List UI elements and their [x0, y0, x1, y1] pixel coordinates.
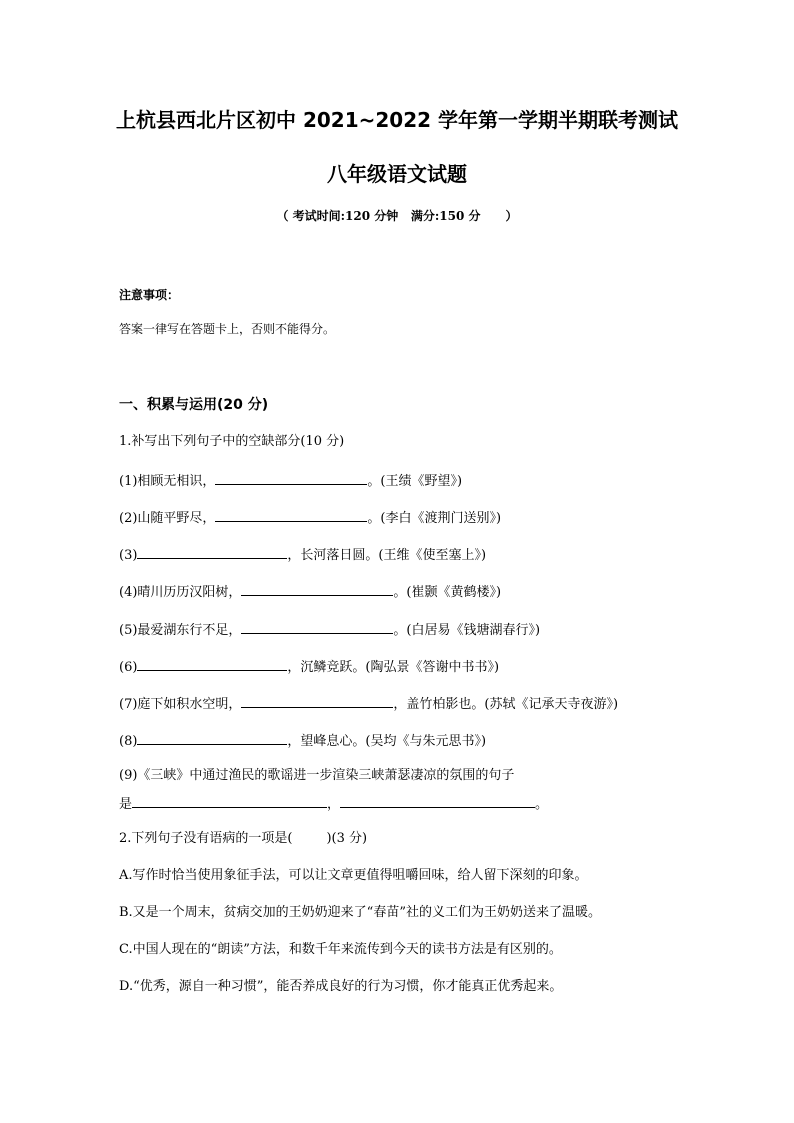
item-text: (6) [119, 660, 138, 675]
item-text: (3) [119, 548, 138, 563]
question-1-item [119, 580, 501, 603]
answer-blank [241, 618, 393, 634]
option-a: A.写作时恰当使用象征手法，可以让文章更值得咀嚼回味，给人留下深刻的印象。 [119, 868, 588, 883]
item-source: 。(李白《渡荆门送别》) [367, 511, 502, 526]
answer-blank [215, 469, 367, 485]
item-text: (8) [119, 734, 138, 749]
item-source: ，望峰息心。(吴均《与朱元思书》) [287, 734, 487, 749]
item-text: (4)晴川历历汉阳树， [119, 585, 242, 600]
item-source: ，沉鳞竞跃。(陶弘景《答谢中书书》) [287, 660, 500, 675]
question-2-stem [119, 829, 367, 849]
item-text: (7)庭下如积水空明， [119, 697, 242, 712]
item-text: 是 [119, 797, 133, 812]
item-text: (1)相顾无相识， [119, 474, 216, 489]
question-1-item [119, 543, 486, 566]
stem-text: 2.下列句子没有语病的一项是( [119, 831, 293, 846]
answer-blank [137, 655, 287, 671]
question-1-item [119, 729, 486, 752]
item-text: (5)最爱湖东行不足， [119, 623, 242, 638]
item-text: (2)山随平野尽， [119, 511, 216, 526]
answer-blank [137, 729, 287, 745]
answer-blank [340, 792, 535, 808]
answer-blank [137, 543, 287, 559]
option-c: C.中国人现在的“朗读”方法，和数千年来流传到今天的读书方法是有区别的。 [119, 942, 562, 957]
answer-blank [132, 792, 327, 808]
question-1-item [119, 692, 618, 715]
stem-score: )(3 分) [326, 831, 368, 846]
question-1-item-9-answer [119, 792, 548, 815]
section-heading: 一、积累与运用(20 分) [119, 397, 269, 413]
item-source: 。(崔颢《黄鹤楼》) [393, 585, 502, 600]
notice-text: 答案一律写在答题卡上，否则不能得分。 [119, 322, 336, 336]
question-1-item [119, 618, 540, 641]
page-subtitle: 八年级语文试题 [327, 162, 467, 186]
answer-blank [241, 692, 393, 708]
answer-blank [215, 506, 367, 522]
question-1-item [119, 469, 462, 492]
question-1-item-9: (9)《三峡》中通过渔民的歌谣进一步渲染三峡萧瑟凄凉的氛围的句子 [119, 768, 515, 783]
page-title: 上杭县西北片区初中 2021~2022 学年第一学期半期联考测试 [115, 108, 678, 132]
exam-info: （ 考试时间:120 分钟 满分:150 分 ） [276, 209, 518, 223]
item-source: 。(白居易《钱塘湖春行》) [393, 623, 541, 638]
item-source: ，盖竹柏影也。(苏轼《记承天寺夜游》) [393, 697, 619, 712]
option-b: B.又是一个周末，贫病交加的王奶奶迎来了“春苗”社的义工们为王奶奶送来了温暖。 [119, 905, 601, 920]
question-1-item [119, 655, 499, 678]
item-source: 。(王绩《野望》) [367, 474, 463, 489]
answer-blank [241, 580, 393, 596]
question-1-stem: 1.补写出下列句子中的空缺部分(10 分) [119, 434, 345, 449]
notice-heading: 注意事项： [119, 288, 180, 302]
option-d: D.“优秀，源自一种习惯”，能否养成良好的行为习惯，你才能真正优秀起来。 [119, 979, 563, 994]
question-1-item [119, 506, 501, 529]
item-end: 。 [535, 797, 549, 812]
item-separator: ， [327, 797, 341, 812]
item-source: ，长河落日圆。(王维《使至塞上》) [287, 548, 487, 563]
